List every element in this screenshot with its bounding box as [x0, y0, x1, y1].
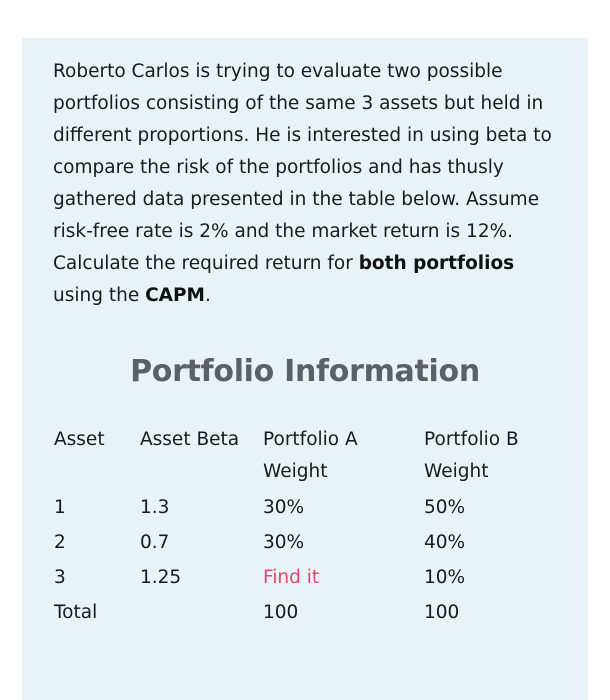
row-3-asset: 3	[54, 567, 66, 588]
row-1-asset: 1	[54, 497, 66, 518]
row-1-weight-b: 50%	[424, 497, 466, 518]
header-asset: Asset	[54, 429, 105, 450]
header-portfolio-a: Portfolio A	[263, 429, 358, 450]
question-part-1: Roberto Carlos is trying to evaluate two possible portfolios consisting of the same 3 assets but held in different proportions. He is interested in using beta to compare the risk of the portfolios and has thusly gathered data presented in the table below. Assume risk-free rate is 2% and the market return is 12%. Calculate the required return for	[53, 61, 552, 274]
header-portfolio-b-weight: Weight	[424, 461, 489, 482]
question-emphasis-portfolios: both portfolios	[358, 253, 515, 274]
row-1-weight-a: 30%	[263, 497, 305, 518]
header-portfolio-a-weight: Weight	[263, 461, 328, 482]
question-part-3: .	[204, 285, 211, 306]
row-2-weight-b: 40%	[424, 532, 466, 553]
row-3-weight-a-find-it: Find it	[263, 567, 320, 588]
question-text	[53, 56, 563, 312]
row-3-weight-b: 10%	[424, 567, 466, 588]
row-1-beta: 1.3	[140, 497, 170, 518]
total-weight-a: 100	[263, 602, 299, 623]
question-emphasis-capm: CAPM	[145, 285, 205, 306]
table-title: Portfolio Information	[130, 354, 480, 389]
question-part-2: using the	[53, 285, 146, 306]
header-portfolio-b: Portfolio B	[424, 429, 519, 450]
row-2-weight-a: 30%	[263, 532, 305, 553]
total-label: Total	[54, 602, 98, 623]
row-2-beta: 0.7	[140, 532, 170, 553]
header-asset-beta: Asset Beta	[140, 429, 240, 450]
row-2-asset: 2	[54, 532, 66, 553]
row-3-beta: 1.25	[140, 567, 182, 588]
total-weight-b: 100	[424, 602, 460, 623]
problem-card	[22, 38, 588, 700]
